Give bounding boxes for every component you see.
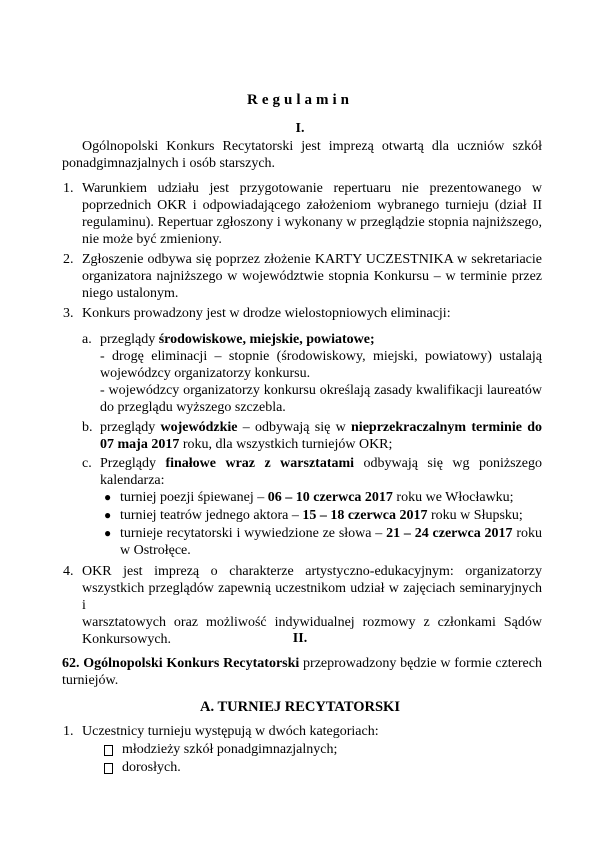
text-line: nie może być zmieniony. [82, 232, 222, 247]
bullet-icon: ● [104, 490, 112, 504]
text-line: - drogę eliminacji – stopnie (środowiskowy, miejski, powiatowy) ustalają [100, 349, 542, 364]
text-line: - wojewódzcy organizatorzy konkursu określają zasady kwalifikacji laureatów [100, 383, 542, 398]
text-line: przeglądy środowiskowe, miejskie, powiatowe; [100, 332, 375, 347]
checkbox-square-icon [104, 745, 113, 756]
text-line: poprzednich OKR i odpowiadającego założeniom wybranego turnieju (dział II [82, 198, 542, 213]
category-item: dorosłych. [122, 760, 181, 775]
intro-line: ponadgimnazjalnych i osób starszych. [62, 156, 276, 171]
text-line: wszystkich przeglądów zapewnią uczestnikom udział w zajęciach seminaryjnych i [82, 581, 542, 613]
text-line: regulaminu). Repertuar zgłoszony i wykonany w przeglądzie stopnia najniższego, [82, 215, 542, 230]
text-line: Konkursowych. [82, 632, 172, 647]
sub-letter: a. [82, 332, 92, 347]
text-line: Przeglądy finałowe wraz z warsztatami odbywają się wg poniższego [100, 456, 542, 471]
item-number: 3. [63, 306, 74, 321]
intro-paragraph [62, 138, 542, 172]
item-number: 2. [63, 252, 74, 267]
text-line: niego ustalonym. [82, 286, 179, 301]
text-line: OKR jest imprezą o charakterze artystyczno-edukacyjnym: organizatorzy [82, 564, 542, 579]
text-line: wojewódzcy organizatorzy konkursu. [100, 366, 311, 381]
text-line: warsztatowych oraz możliwość indywidualnej rozmowy z członkami Sądów [82, 615, 542, 630]
sub-c-text [100, 455, 542, 489]
item-1-text [82, 180, 542, 248]
category-item: młodzieży szkół ponadgimnazjalnych; [122, 742, 338, 757]
bullet-icon: ● [104, 526, 112, 540]
text-line: 07 maja 2017 roku, dla wszystkich turniejów OKR; [100, 437, 393, 452]
sub-b-text [100, 419, 542, 453]
sub-letter: b. [82, 420, 93, 435]
section-ii-heading: II. [292, 631, 308, 646]
text-line: kalendarza: [100, 473, 165, 488]
text-line: Zgłoszenie odbywa się poprzez złożenie KARTY UCZESTNIKA w sekretariacie [82, 252, 542, 267]
intro-line: Ogólnopolski Konkurs Recytatorski jest imprezą otwartą dla uczniów szkół [82, 139, 542, 154]
section-i-heading: I. [295, 121, 305, 136]
bullet-item: turnieje recytatorski i wywiedzione ze słowa – 21 – 24 czerwca 2017 roku w Ostrołęce. [120, 526, 542, 558]
sub-a-text [100, 331, 542, 416]
bullet-item: turniej poezji śpiewanej – 06 – 10 czerwca 2017 roku we Włocławku; [120, 490, 514, 505]
item-2-text [82, 251, 542, 302]
text-line: organizatora najniższego w województwie stopnia Konkursu – w terminie przez [82, 269, 542, 284]
item-number: 4. [63, 564, 74, 579]
sub-letter: c. [82, 456, 92, 471]
item-3-text [82, 305, 542, 322]
bullet-item: turniej teatrów jednego aktora – 15 – 18 czerwca 2017 roku w Słupsku; [120, 508, 523, 523]
checkbox-square-icon [104, 763, 113, 774]
section-ii-paragraph: 62. Ogólnopolski Konkurs Recytatorski przeprowadzony będzie w formie czterech turniejów. [62, 656, 542, 688]
section-a-item: Uczestnicy turnieju występują w dwóch kategoriach: [82, 724, 379, 739]
text-line: przeglądy wojewódzkie – odbywają się w nieprzekraczalnym terminie do [100, 420, 542, 435]
bullet-icon: ● [104, 508, 112, 522]
text-line: Warunkiem udziału jest przygotowanie repertuaru nie prezentowanego w [82, 181, 542, 196]
page-title: Regulamin [246, 92, 353, 108]
item-number: 1. [63, 724, 74, 739]
text-line: do przeglądu wyższego szczebla. [100, 400, 286, 415]
item-number: 1. [63, 181, 74, 196]
section-a-heading: A. TURNIEJ RECYTATORSKI [200, 699, 400, 715]
text-line: Konkurs prowadzony jest w drodze wielostopniowych eliminacji: [82, 306, 451, 321]
